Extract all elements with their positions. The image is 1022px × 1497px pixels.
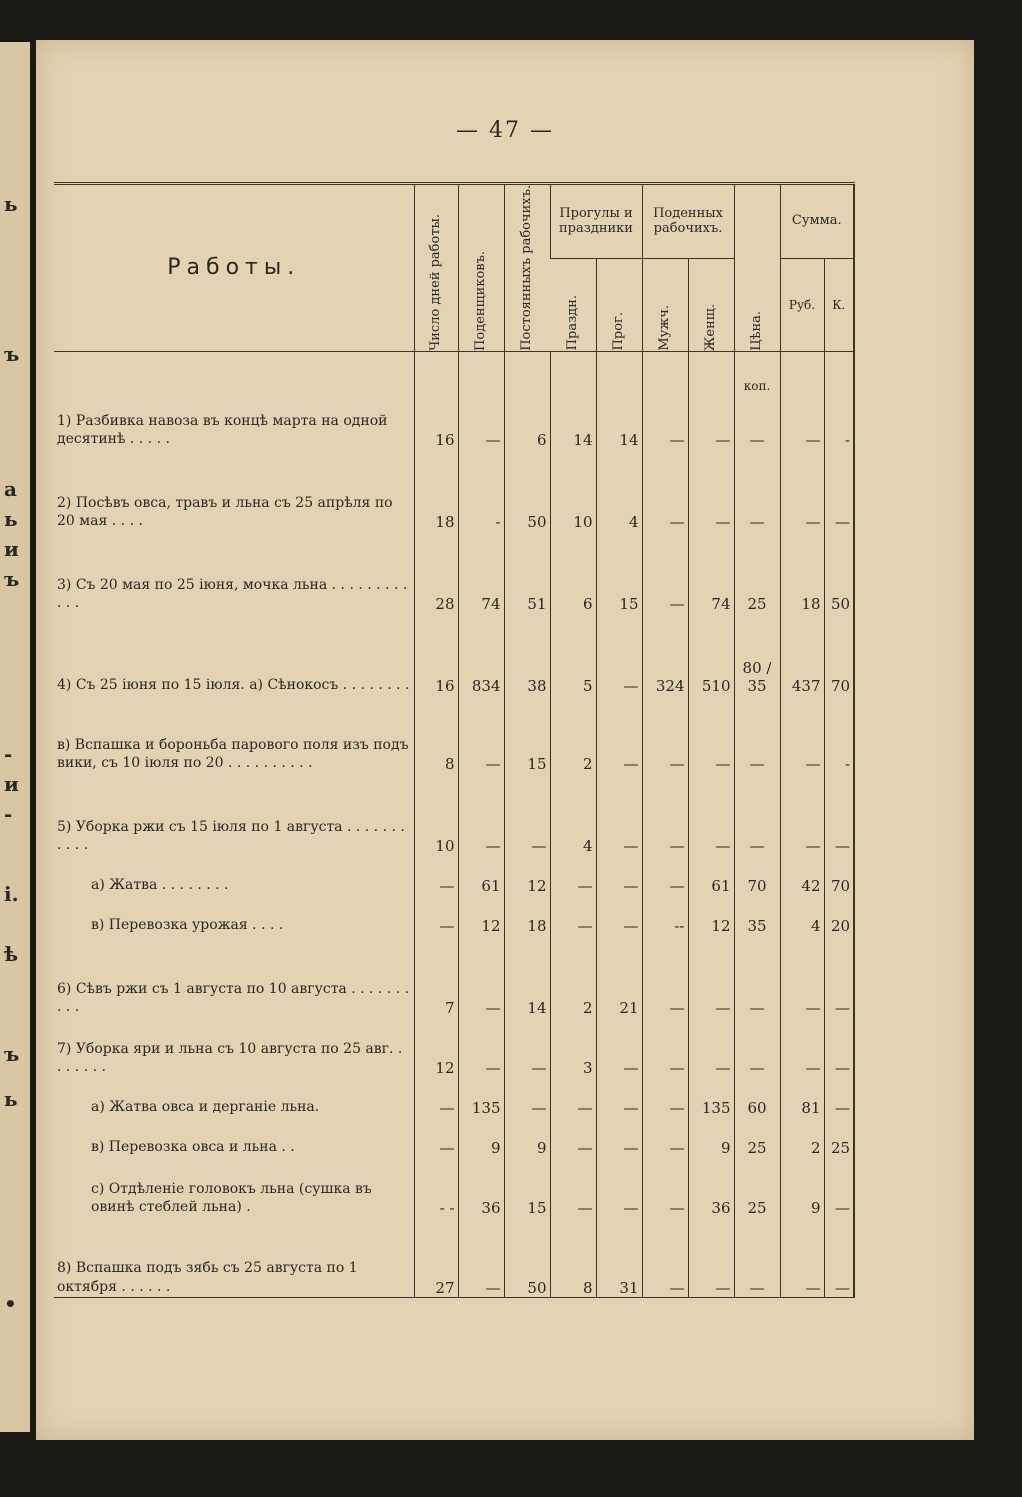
- work-label: [54, 695, 414, 773]
- table-cell: [596, 351, 642, 393]
- margin-glyph: -: [4, 802, 13, 826]
- cell-rub: —: [780, 449, 824, 531]
- cell-hol: —: [550, 1157, 596, 1217]
- cell-abs: 31: [596, 1217, 642, 1297]
- works-table: [54, 182, 855, 1298]
- work-label-text: 4) Съ 25 іюня по 15 іюля. а) Сѣнокосъ . . . . . . . .: [57, 677, 410, 694]
- cell-price: —: [734, 695, 780, 773]
- cell-hol: 2: [550, 935, 596, 1017]
- work-label: [54, 1117, 414, 1157]
- cell-abs: —: [596, 1117, 642, 1157]
- header-absences: [596, 258, 642, 351]
- work-label-text: в) Перевозка овса и льна . .: [91, 1139, 295, 1156]
- cell-price: —: [734, 935, 780, 1017]
- table-cell: [642, 351, 688, 393]
- work-label-text: с) Отдѣленіе головокъ льна (сушка въ овинѣ стеблей льна) .: [91, 1180, 372, 1216]
- cell-women: —: [688, 935, 734, 1017]
- margin-glyph: •: [4, 1292, 17, 1316]
- cell-men: —: [642, 773, 688, 855]
- cell-kop: —: [824, 1157, 854, 1217]
- cell-hol: 5: [550, 613, 596, 695]
- table-row: [54, 935, 854, 1017]
- cell-rub: —: [780, 1017, 824, 1077]
- cell-kop: 70: [824, 613, 854, 695]
- cell-days: 10: [414, 773, 458, 855]
- cell-perm: 50: [504, 449, 550, 531]
- header-day-workers-group: Поденных рабочихъ.: [642, 184, 734, 259]
- cell-men: —: [642, 1117, 688, 1157]
- cell-rub: 42: [780, 855, 824, 895]
- table-row: [54, 1217, 854, 1297]
- table-row: [54, 1017, 854, 1077]
- cell-hol: 3: [550, 1017, 596, 1077]
- cell-days: —: [414, 895, 458, 935]
- cell-days: 7: [414, 935, 458, 1017]
- work-label-text: 2) Посѣвъ овса, травъ и льна съ 25 апрѣля по 20 мая . . . .: [57, 494, 393, 530]
- cell-rub: —: [780, 773, 824, 855]
- header-men: [642, 258, 688, 351]
- cell-men: —: [642, 935, 688, 1017]
- table-row: [54, 449, 854, 531]
- cell-abs: —: [596, 855, 642, 895]
- margin-glyph: ь: [4, 507, 18, 531]
- table-row: [54, 531, 854, 613]
- work-label: [54, 895, 414, 935]
- header-holidays: [550, 258, 596, 351]
- margin-glyph: а: [4, 477, 17, 501]
- cell-hol: —: [550, 895, 596, 935]
- work-label: [54, 1077, 414, 1117]
- cell-rub: —: [780, 935, 824, 1017]
- margin-glyph: ъ: [4, 342, 20, 366]
- table-cell: [824, 351, 854, 393]
- work-label: [54, 1017, 414, 1077]
- cell-kop: -: [824, 695, 854, 773]
- cell-men: —: [642, 449, 688, 531]
- margin-glyph: ь: [4, 1087, 18, 1111]
- cell-hol: —: [550, 855, 596, 895]
- table-row-spacer: [54, 351, 854, 393]
- cell-hol: 8: [550, 1217, 596, 1297]
- cell-days: - -: [414, 1157, 458, 1217]
- table-row: [54, 855, 854, 895]
- margin-glyph: ѣ: [4, 942, 19, 966]
- margin-glyph: ъ: [4, 1042, 20, 1066]
- cell-women: 12: [688, 895, 734, 935]
- cell-abs: —: [596, 773, 642, 855]
- cell-women: —: [688, 695, 734, 773]
- table-cell: [458, 351, 504, 393]
- table-cell: [780, 351, 824, 393]
- cell-abs: —: [596, 1017, 642, 1077]
- cell-day-lab: -: [458, 449, 504, 531]
- cell-day-lab: 36: [458, 1157, 504, 1217]
- table-row: [54, 695, 854, 773]
- work-label: [54, 613, 414, 695]
- header-day-laborers: [458, 184, 504, 352]
- cell-kop: 50: [824, 531, 854, 613]
- work-label-text: 1) Разбивка навоза въ концѣ марта на одной десятинѣ . . . . .: [57, 412, 388, 448]
- cell-men: —: [642, 1157, 688, 1217]
- header-day-laborers-label: Поденщиковъ.: [472, 250, 488, 351]
- cell-days: —: [414, 1117, 458, 1157]
- cell-abs: —: [596, 695, 642, 773]
- table-row: [54, 1077, 854, 1117]
- cell-day-lab: —: [458, 393, 504, 449]
- work-label: [54, 855, 414, 895]
- header-price: [734, 184, 780, 352]
- cell-price: —: [734, 1017, 780, 1077]
- table-cell: [414, 351, 458, 393]
- header-days: [414, 184, 458, 352]
- table-cell: [688, 351, 734, 393]
- work-label: [54, 935, 414, 1017]
- cell-rub: 9: [780, 1157, 824, 1217]
- cell-perm: 50: [504, 1217, 550, 1297]
- cell-rub: 2: [780, 1117, 824, 1157]
- cell-days: 12: [414, 1017, 458, 1077]
- cell-day-lab: —: [458, 1217, 504, 1297]
- work-label-text: а) Жатва . . . . . . . .: [91, 877, 229, 894]
- cell-price: 25: [734, 1117, 780, 1157]
- cell-days: 18: [414, 449, 458, 531]
- cell-day-lab: 9: [458, 1117, 504, 1157]
- cell-days: 28: [414, 531, 458, 613]
- cell-rub: 4: [780, 895, 824, 935]
- works-table-body: [54, 351, 854, 1297]
- cell-price: 25: [734, 1157, 780, 1217]
- header-absences-label: Прог.: [610, 312, 626, 351]
- cell-day-lab: 74: [458, 531, 504, 613]
- cell-abs: —: [596, 1077, 642, 1117]
- cell-abs: 15: [596, 531, 642, 613]
- cell-price: —: [734, 449, 780, 531]
- work-label-text: 7) Уборка яри и льна съ 10 августа по 25 авг. . . . . . . .: [57, 1040, 403, 1076]
- cell-women: 9: [688, 1117, 734, 1157]
- cell-price: —: [734, 773, 780, 855]
- cell-kop: —: [824, 449, 854, 531]
- work-label-text: в) Перевозка урожая . . . .: [91, 917, 284, 934]
- cell-women: —: [688, 1017, 734, 1077]
- cell-kop: —: [824, 773, 854, 855]
- cell-kop: -: [824, 393, 854, 449]
- cell-women: 510: [688, 613, 734, 695]
- header-rub: Руб.: [780, 258, 824, 351]
- cell-perm: 14: [504, 935, 550, 1017]
- cell-rub: —: [780, 1217, 824, 1297]
- cell-price: 80 / 35: [734, 613, 780, 695]
- cell-abs: 14: [596, 393, 642, 449]
- work-label-text: 6) Сѣвъ ржи съ 1 августа по 10 августа . . . . . . . . . .: [57, 980, 410, 1016]
- work-label-text: 5) Уборка ржи съ 15 іюля по 1 августа . . . . . . . . . . .: [57, 818, 405, 854]
- cell-perm: —: [504, 1077, 550, 1117]
- cell-days: 16: [414, 393, 458, 449]
- cell-women: —: [688, 1217, 734, 1297]
- margin-glyph: ь: [4, 192, 18, 216]
- cell-price: 25: [734, 531, 780, 613]
- cell-day-lab: —: [458, 773, 504, 855]
- margin-glyph: и: [4, 772, 19, 796]
- cell-abs: 21: [596, 935, 642, 1017]
- cell-men: —: [642, 531, 688, 613]
- cell-days: —: [414, 855, 458, 895]
- header-holidays-label: Праздн.: [564, 295, 580, 351]
- cell-hol: —: [550, 1077, 596, 1117]
- work-label: [54, 393, 414, 449]
- cell-perm: 18: [504, 895, 550, 935]
- cell-perm: 9: [504, 1117, 550, 1157]
- table-cell: [504, 351, 550, 393]
- cell-women: 74: [688, 531, 734, 613]
- cell-men: --: [642, 895, 688, 935]
- margin-glyph: -: [4, 742, 13, 766]
- cell-rub: —: [780, 695, 824, 773]
- cell-women: 61: [688, 855, 734, 895]
- cell-men: —: [642, 855, 688, 895]
- table-row: [54, 393, 854, 449]
- work-label: [54, 449, 414, 531]
- book-page: [36, 40, 974, 1440]
- cell-kop: —: [824, 1077, 854, 1117]
- header-works-label: Работы.: [167, 255, 301, 281]
- table-row: [54, 1117, 854, 1157]
- work-label: [54, 773, 414, 855]
- cell-perm: 6: [504, 393, 550, 449]
- cell-men: —: [642, 1077, 688, 1117]
- work-label: [54, 531, 414, 613]
- cell-men: —: [642, 695, 688, 773]
- margin-glyph: и: [4, 537, 19, 561]
- cell-price: —: [734, 393, 780, 449]
- cell-perm: 15: [504, 695, 550, 773]
- cell-hol: 14: [550, 393, 596, 449]
- cell-rub: 437: [780, 613, 824, 695]
- cell-kop: 70: [824, 855, 854, 895]
- table-row: [54, 895, 854, 935]
- cell-abs: —: [596, 895, 642, 935]
- cell-women: —: [688, 449, 734, 531]
- header-women-label: Женщ.: [702, 303, 718, 351]
- cell-rub: —: [780, 393, 824, 449]
- cell-days: 16: [414, 613, 458, 695]
- cell-perm: 38: [504, 613, 550, 695]
- cell-hol: 4: [550, 773, 596, 855]
- margin-glyph: ъ: [4, 567, 20, 591]
- cell-day-lab: —: [458, 695, 504, 773]
- work-label-text: а) Жатва овса и дерганіе льна.: [91, 1099, 320, 1116]
- header-women: [688, 258, 734, 351]
- cell-kop: —: [824, 1017, 854, 1077]
- cell-kop: 25: [824, 1117, 854, 1157]
- table-row: [54, 1157, 854, 1217]
- table-cell: [550, 351, 596, 393]
- cell-days: —: [414, 1077, 458, 1117]
- work-label-text: в) Вспашка и бороньба парового поля изъ подъ вики, съ 10 іюля по 20 . . . . . . . . . .: [57, 736, 409, 772]
- cell-day-lab: 61: [458, 855, 504, 895]
- cell-price: 60: [734, 1077, 780, 1117]
- page-number: — 47 —: [456, 118, 554, 143]
- header-men-label: Мужч.: [656, 305, 672, 351]
- cell-price: —: [734, 1217, 780, 1297]
- table-row: [54, 773, 854, 855]
- cell-days: 27: [414, 1217, 458, 1297]
- cell-days: 8: [414, 695, 458, 773]
- cell-day-lab: —: [458, 1017, 504, 1077]
- work-label-text: 3) Съ 20 мая по 25 іюня, мочка льна . . . . . . . . . . . .: [57, 576, 408, 612]
- left-page-edge: [0, 42, 30, 1432]
- header-works: [54, 184, 414, 352]
- cell-rub: 81: [780, 1077, 824, 1117]
- cell-men: 324: [642, 613, 688, 695]
- cell-rub: 18: [780, 531, 824, 613]
- cell-women: 36: [688, 1157, 734, 1217]
- cell-hol: 6: [550, 531, 596, 613]
- header-kop: К.: [824, 258, 854, 351]
- cell-women: 135: [688, 1077, 734, 1117]
- cell-hol: 2: [550, 695, 596, 773]
- header-permanent: [504, 184, 550, 352]
- cell-men: —: [642, 1217, 688, 1297]
- cell-men: —: [642, 1017, 688, 1077]
- cell-perm: —: [504, 773, 550, 855]
- header-price-label: Цѣна.: [748, 311, 764, 351]
- cell-hol: —: [550, 1117, 596, 1157]
- cell-day-lab: —: [458, 935, 504, 1017]
- header-absences-group: Прогулы и праздники: [550, 184, 642, 259]
- price-unit: коп.: [734, 351, 780, 393]
- cell-abs: —: [596, 1157, 642, 1217]
- cell-day-lab: 12: [458, 895, 504, 935]
- work-label: [54, 1217, 414, 1297]
- cell-kop: —: [824, 1217, 854, 1297]
- header-permanent-label: Постоянныхъ рабочихъ.: [518, 185, 534, 351]
- cell-price: 70: [734, 855, 780, 895]
- table-cell: [54, 351, 414, 393]
- cell-abs: 4: [596, 449, 642, 531]
- cell-hol: 10: [550, 449, 596, 531]
- margin-glyph: і.: [4, 882, 19, 906]
- header-sum-group: Сумма.: [780, 184, 854, 259]
- cell-perm: —: [504, 1017, 550, 1077]
- cell-kop: —: [824, 935, 854, 1017]
- cell-day-lab: 135: [458, 1077, 504, 1117]
- cell-price: 35: [734, 895, 780, 935]
- header-days-label: Число дней работы.: [427, 214, 443, 351]
- cell-women: —: [688, 393, 734, 449]
- cell-men: —: [642, 393, 688, 449]
- cell-kop: 20: [824, 895, 854, 935]
- cell-abs: —: [596, 613, 642, 695]
- cell-perm: 15: [504, 1157, 550, 1217]
- work-label: [54, 1157, 414, 1217]
- table-row: [54, 613, 854, 695]
- cell-women: —: [688, 773, 734, 855]
- cell-day-lab: 834: [458, 613, 504, 695]
- work-label-text: 8) Вспашка подъ зябь съ 25 августа по 1 октября . . . . . .: [57, 1260, 358, 1295]
- cell-perm: 12: [504, 855, 550, 895]
- cell-perm: 51: [504, 531, 550, 613]
